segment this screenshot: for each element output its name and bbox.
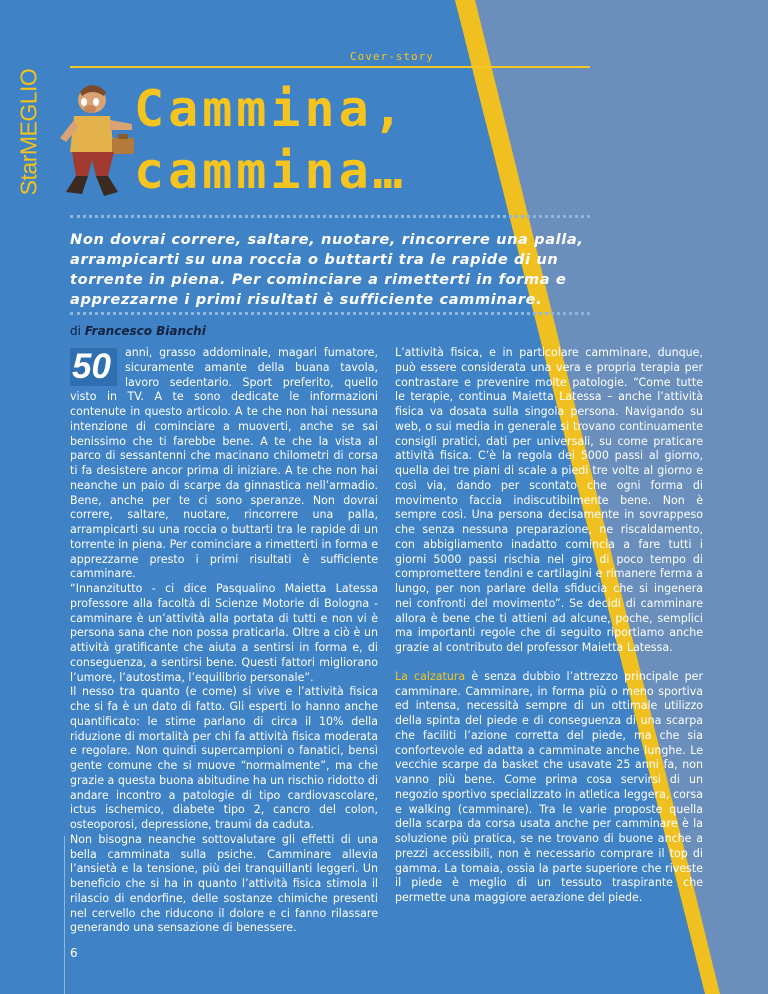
walking-man-illustration <box>52 80 136 200</box>
paragraph: Il nesso tra quanto (e come) si vive e l’attività fisica che si fa è un dato di fatto. Gli esperti lo hanno anche quantificato: le stime parlano di circa il 10% della riduzione di mortalità per chi fa attività fisica moderata e regolare. Non quindi supercampioni o fanatici, bensì gente comune che si muove “normalmente”, ma che grazie a questa buona abitudine ha un rischio ridotto di andare incontro a patologie di tipo cardiovascolare, ictus ischemico, diabete tipo 2, cancro del colon, osteoporosi, depressione, traumi da caduta. <box>70 685 378 831</box>
paragraph <box>395 670 703 906</box>
byline <box>70 324 206 338</box>
dropcap: 50 <box>70 348 117 386</box>
paragraph: Non bisogna neanche sottovalutare gli effetti di una bella camminata sulla psiche. Camminare allevia l’ansietà e la tensione, più dei tranquillanti leggeri. Un beneficio che si ha in quanto l’attività fisica stimola il rilascio di endorfine, delle sostanze chimiche presenti nel cervello che riducono il dolore e ci fanno rilassare generando una sensazione di benessere. <box>70 832 378 935</box>
author-name: Francesco Bianchi <box>84 324 206 338</box>
brand-text: StarMEGLIO <box>15 68 42 196</box>
paragraph: L’attività fisica, e in particolare camminare, dunque, può essere considerata una vera e propria terapia per contrastare e prevenire molte patologie. “Come tutte le terapie, continua Maietta Latessa – anche l’attività fisica va dosata sulla singola persona. Navigando su web, o sui media in generale si trovano continuamente consigli pratici, dati per universali, su come praticare attività fisica. C’è la regola dei 5000 passi al giorno, quella dei tre piani di scale a piedi tre volte al giorno e così via, dando per scontato che ogni forma di movimento faccia indiscutibilmente bene. Non è sempre così. Una persona decisamente in sovrappeso che senza nessuna preparazione, ne riscaldamento, con abbigliamento inadatto comincia a fare tutti i giorni 5000 passi rischia nel giro di poco tempo di compromettere tendini e cartilagini e rimanere ferma a lungo, per non parlare della sfiducia che si ingenera nei confronti del movimento”. Se decidi di camminare allora è bene che ti attieni ad alcune, poche, semplici ma importanti regole che di seguito riportiamo anche grazie al contributo del professor Maietta Latessa. <box>395 346 703 654</box>
article-column-right <box>395 346 703 906</box>
section-label: Cover-story <box>350 50 434 63</box>
highlight-term: La calzatura <box>395 669 466 683</box>
paragraph <box>70 346 378 582</box>
title-line-2: cammina… <box>134 142 407 200</box>
page-margin-rule <box>64 836 65 994</box>
article-title <box>134 78 407 202</box>
paragraph-text: è senza dubbio l’attrezzo principale per camminare. Camminare, in forma più o meno sportiva ed intensa, necessità sempre di un ottimale utilizzo della spinta del piede e di conseguenza di una scarpa che faciliti l’azione corretta del piede, ma che sia confortevole ed adatta a camminate anche lunghe. Le vecchie scarpe da basket che usavate 25 anni fa, non vanno più bene. Come prima cosa servirsi di un negozio sportivo specializzato in atletica leggera, corsa e walking (camminare). Tra le varie proposte quella della scarpa da corsa usata anche per camminare è la soluzione più pratica, se ne trovano di buone anche a prezzi accessibili, non è necessario comprare il top di gamma. La tomaia, ossia la parte superiore che riveste il piede è meglio di un tessuto traspirante che permette una maggiore aerazione del piede. <box>395 669 703 904</box>
byline-prefix: di <box>70 324 81 338</box>
title-line-1: Cammina, <box>134 80 407 138</box>
article-subtitle: Non dovrai correre, saltare, nuotare, rincorrere una palla, arrampicarti su una roccia o buttarti tra le rapide di un torrente in piena. Per cominciare a rimetterti in forma e apprezzarne i primi risultati è sufficiente camminare. <box>70 231 584 308</box>
dotted-divider-top <box>70 215 590 218</box>
paragraph-text: anni, grasso addominale, magari fumatore, sicuramente amante della buana tavola, lavoro sedentario. Sport preferito, quello visto in TV. A te sono dedicate le informazioni contenute in questo articolo. A te che non hai nessuna intenzione di cominciare a muoverti, anche se sai benissimo che ti farebbe bene. A te che la vista al parco di sessantenni che macinano chilometri di corsa ti fa desistere ancor prima di iniziare. A te che non hai neanche un paio di scarpe da ginnastica nell’armadio. Bene, anche per te ci sono speranze. Non dovrai correre, saltare, nuotare, rincorrere una palla, arrampicarti su una roccia o buttarti tra le rapide di un torrente in piena. Per cominciare a rimetterti in forma e apprezzarne presto i primi risultati è sufficiente camminare. <box>70 346 378 581</box>
section-rule <box>70 66 590 68</box>
paragraph: “Innanzitutto - ci dice Pasqualino Maietta Latessa professore alla facoltà di Scienze Motorie di Bologna - camminare è un’attività alla portata di tutti e non vi è persona sana che non possa praticarla. Oltre a ciò è un attività gratificante che aiuta a sentirsi in forma e, di conseguenza, a sentirsi bene. Questi fattori migliorano l’umore, l’autostima, l’equilibrio personale”. <box>70 582 378 684</box>
page-number: 6 <box>70 946 78 960</box>
dotted-divider-bottom <box>70 312 590 315</box>
brand-logo <box>14 62 44 202</box>
article-column-left <box>70 346 378 936</box>
